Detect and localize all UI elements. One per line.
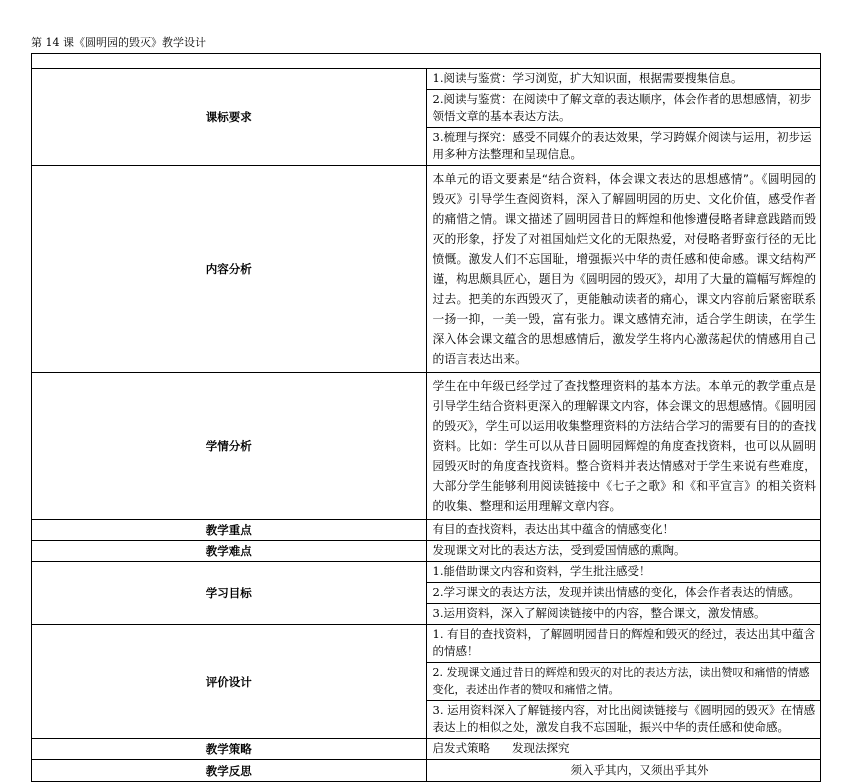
evaluation-item: 2. 发现课文通过昔日的辉煌和毁灭的对比的表达方法，读出赞叹和痛惜的情感变化，表述出作者的赞叹和痛惜之情。 xyxy=(427,662,821,700)
difficulty-text: 发现课文对比的表达方法，受到爱国情感的熏陶。 xyxy=(432,543,686,557)
learner-analysis-text: 学生在中年级已经学过了查找整理资料的基本方法。本单元的教学重点是引导学生结合资料更深入的理解课文内容，体会课文的思想感情。《圆明园的毁灭》，学生可以运用收集整理资料的方法结合学习的需要有目的的查找资料。比如：学生可以从昔日圆明园辉煌的角度查找资料，也可以从圆明园毁灭时的角度查找资料。整合资料并表达情感对于学生来说有些难度，大部分学生能够利用阅读链接中《七子之歌》和《和平宣言》的相关资料的收集、整理和运用理解文章内容。 xyxy=(432,379,816,513)
objectives-cell xyxy=(426,562,821,625)
curriculum-item: 3.梳理与探究：感受不同媒介的表达效果，学习跨媒介阅读与运用，初步运用多种方法整理和呈现信息。 xyxy=(427,127,821,165)
keypoint-text: 有目的查找资料，表达出其中蕴含的情感变化！ xyxy=(432,522,674,536)
lesson-plan-table xyxy=(31,53,821,782)
objective-item: 1.能借助课文内容和资料，学生批注感受！ xyxy=(432,564,651,578)
row-label-reflection: 教学反思 xyxy=(32,760,427,782)
row-label-objectives: 学习目标 xyxy=(32,562,427,625)
strategy-item: 发现法探究 xyxy=(512,741,570,755)
reflection-cell xyxy=(426,760,821,782)
table-row xyxy=(32,520,821,541)
table-header-row xyxy=(32,54,821,69)
strategy-item: 启发式策略 xyxy=(432,741,490,755)
table-row xyxy=(32,373,821,520)
evaluation-item: 1. 有目的查找资料，了解圆明园昔日的辉煌和毁灭的经过，表达出其中蕴含的情感！ xyxy=(432,627,816,658)
table-row xyxy=(32,739,821,760)
content-analysis-cell xyxy=(426,166,821,373)
difficulty-cell xyxy=(426,541,821,562)
row-label-keypoint: 教学重点 xyxy=(32,520,427,541)
learner-analysis-cell xyxy=(426,373,821,520)
evaluation-item: 3. 运用资料深入了解链接内容，对比出阅读链接与《圆明园的毁灭》在情感表达上的相似之处，激发自我不忘国耻，振兴中华的责任感和使命感。 xyxy=(427,700,821,738)
row-label-content: 内容分析 xyxy=(32,166,427,373)
strategy-cell xyxy=(426,739,821,760)
strategy-line xyxy=(427,739,821,759)
table-row xyxy=(32,166,821,373)
curriculum-cell xyxy=(426,69,821,166)
objective-item: 3.运用资料，深入了解阅读链接中的内容，整合课文，激发情感。 xyxy=(427,603,821,624)
table-row xyxy=(32,562,821,625)
table-row xyxy=(32,625,821,739)
table-row xyxy=(32,69,821,166)
table-row xyxy=(32,760,821,782)
row-label-learner: 学情分析 xyxy=(32,373,427,520)
curriculum-item: 1.阅读与鉴赏：学习浏览，扩大知识面，根据需要搜集信息。 xyxy=(432,71,743,85)
row-label-evaluation: 评价设计 xyxy=(32,625,427,739)
empty-header-cell xyxy=(32,54,821,69)
curriculum-item: 2.阅读与鉴赏：在阅读中了解文章的表达顺序，体会作者的思想感情，初步领悟文章的基本表达方法。 xyxy=(427,89,821,127)
row-label-difficulty: 教学难点 xyxy=(32,541,427,562)
row-label-strategy: 教学策略 xyxy=(32,739,427,760)
evaluation-cell xyxy=(426,625,821,739)
table-row xyxy=(32,541,821,562)
reflection-text: 须入乎其内，又须出乎其外 xyxy=(570,763,709,777)
document-title: 第 14 课《圆明园的毁灭》教学设计 xyxy=(31,36,206,49)
objective-item: 2.学习课文的表达方法，发现并读出情感的变化，体会作者表达的情感。 xyxy=(427,582,821,603)
keypoint-cell xyxy=(426,520,821,541)
row-label-curriculum: 课标要求 xyxy=(32,69,427,166)
content-analysis-text: 本单元的语文要素是“结合资料，体会课文表达的思想感情”。《圆明园的毁灭》引导学生查阅资料，深入了解圆明园的历史、文化价值，感受作者的痛惜之情。课文描述了圆明园昔日的辉煌和他惨遭侵略者肆意践踏而毁灭的形象，抒发了对祖国灿烂文化的无限热爱，对侵略者野蛮行径的无比愤慨。激发人们不忘国耻，增强振兴中华的责任感和使命感。课文结构严谨，构思颇具匠心，题目为《圆明园的毁灭》，却用了大量的篇幅写辉煌的过去。把美的东西毁灭了，更能触动读者的痛心，课文内容前后紧密联系一扬一抑，一美一毁，富有张力。课文感情充沛，适合学生朗读，在学生深入体会课文蕴含的思想感情后，激发学生将内心激荡起伏的情感用自己的语言表达出来。 xyxy=(432,172,816,366)
